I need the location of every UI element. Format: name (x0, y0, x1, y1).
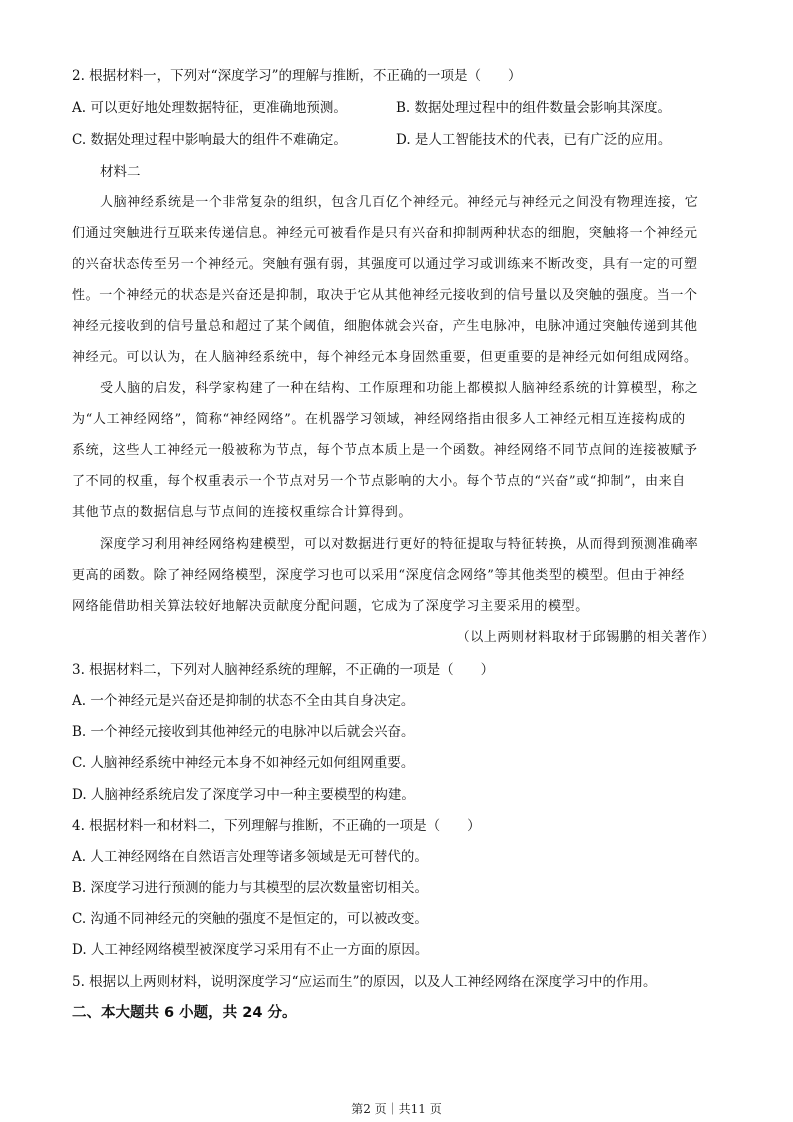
q4-option-b: B. 深度学习进行预测的能力与其模型的层次数量密切相关。 (72, 880, 429, 896)
material2-line: 网络能借助相关算法较好地解决贡献度分配问题，它成为了深度学习主要采用的模型。 (72, 599, 589, 614)
material2-line: 神经元。可以认为，在人脑神经系统中，每个神经元本身固然重要，但更重要的是神经元如何组成网络。 (72, 350, 698, 365)
material2-line: 了不同的权重，每个权重表示一个节点对另一个节点影响的大小。每个节点的“兴奋”或“抑制”，由来自 (72, 474, 686, 489)
q4-option-c: C. 沟通不同神经元的突触的强度不是恒定的，可以被改变。 (72, 911, 428, 927)
q3-stem: 3. 根据材料二，下列对人脑神经系统的理解，不正确的一项是（ ） (72, 662, 495, 678)
q4-option-a: A. 人工神经网络在自然语言处理等诸多领域是无可替代的。 (72, 849, 428, 865)
material2-line: 更高的函数。除了神经网络模型，深度学习也可以采用“深度信念网络”等其他类型的模型。但由于神经 (72, 568, 685, 583)
material2-line: 受人脑的启发，科学家构建了一种在结构、工作原理和功能上都模拟人脑神经系统的计算模型，称之 (100, 381, 699, 396)
q5-stem: 5. 根据以上两则材料，说明深度学习“应运而生”的原因，以及人工神经网络在深度学习中的作用。 (72, 974, 657, 990)
q2-options-row1 (72, 98, 712, 118)
q3-option-a: A. 一个神经元是兴奋还是抑制的状态不全由其自身决定。 (72, 693, 415, 709)
material2-line: 深度学习利用神经网络构建模型，可以对数据进行更好的特征提取与特征转换，从而得到预测准确率 (100, 537, 699, 552)
section-heading: 二、本大题共 6 小题，共 24 分。 (72, 1005, 297, 1021)
q2-option-a: A. 可以更好地处理数据特征，更准确地预测。 (72, 100, 347, 116)
material2-line: 人脑神经系统是一个非常复杂的组织，包含几百亿个神经元。神经元与神经元之间没有物理连接，它 (100, 195, 699, 210)
material2-title: 材料二 (100, 164, 141, 180)
q2-stem: 2. 根据材料一，下列对“深度学习”的理解与推断，不正确的一项是（ ） (72, 68, 522, 84)
q2-option-c: C. 数据处理过程中影响最大的组件不难确定。 (72, 132, 347, 148)
q2-options-row2 (72, 130, 712, 150)
material2-line: 们通过突触进行互联来传递信息。神经元可被看作是只有兴奋和抑制两种状态的细胞，突触将一个神经元 (72, 226, 698, 241)
material2-line: 性。一个神经元的状态是兴奋还是抑制，取决于它从其他神经元接收到的信号量以及突触的强度。当一个 (72, 288, 698, 303)
material2-line: 系统，这些人工神经元一般被称为节点，每个节点本质上是一个函数。神经网络不同节点间的连接被赋予 (72, 443, 698, 458)
q2-option-d: D. 是人工智能技术的代表，已有广泛的应用。 (396, 132, 672, 148)
q2-option-b: B. 数据处理过程中的组件数量会影响其深度。 (396, 100, 672, 116)
q4-stem: 4. 根据材料一和材料二，下列理解与推断，不正确的一项是（ ） (72, 818, 481, 834)
material2-line: 其他节点的数据信息与节点间的连接权重综合计算得到。 (72, 505, 413, 520)
material2-line: 为“人工神经网络”，简称“神经网络”。在机器学习领域，神经网络指由很多人工神经元相互连接构成的 (72, 412, 686, 427)
material2-line: 神经元接收到的信号量总和超过了某个阈值，细胞体就会兴奋，产生电脉冲，电脉冲通过突触传递到其他 (72, 319, 698, 334)
q3-option-d: D. 人脑神经系统启发了深度学习中一种主要模型的构建。 (72, 787, 415, 803)
material2-line: 的兴奋状态传至另一个神经元。突触有强有弱，其强度可以通过学习或训练来不断改变，具有一定的可塑 (72, 257, 698, 272)
page-footer: 第2 页｜共11 页 (351, 1102, 442, 1116)
q4-option-d: D. 人工神经网络模型被深度学习采用有不止一方面的原因。 (72, 942, 429, 958)
q3-option-c: C. 人脑神经系统中神经元本身不如神经元如何组网重要。 (72, 755, 415, 771)
q3-option-b: B. 一个神经元接收到其他神经元的电脉冲以后就会兴奋。 (72, 724, 415, 740)
material-source: （以上两则材料取材于邱锡鹏的相关著作） (456, 630, 715, 645)
